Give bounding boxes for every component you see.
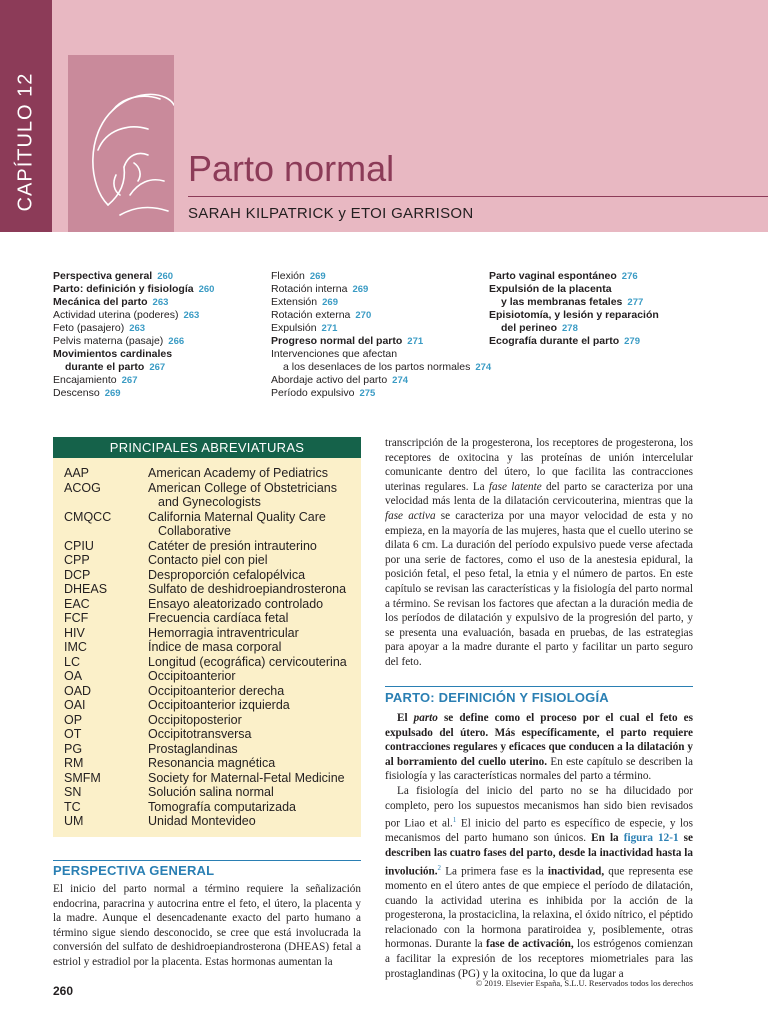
- abbreviation-definition: [148, 466, 354, 481]
- toc-item[interactable]: [53, 322, 214, 335]
- toc-item[interactable]: [489, 335, 659, 348]
- perspectiva-text: El inicio del parto normal a término requiere la señalización endocrina, paracrina y autocrina entre el feto, el útero, la placenta y la madre. Aunque el desencadenante exacto del parto humano a término sigue siendo desconocido, se cree que está involucrada la conversión del sulfato de deshidroepiandrosterona (DHEAS) fetal a estriol y estradiol por la placenta. Estas hormonas aumentan la: [53, 883, 361, 968]
- toc-item-label: Episiotomía, y lesión y reparación: [489, 309, 659, 321]
- phys-text-a: La fisiología del inicio del parto no se ha dilucidado por completo, pero los supuestos mecanismos han sido bien revisados por Liao et al.: [385, 784, 693, 830]
- copyright: © 2019. Elsevier España, S.L.U. Reservados todos los derechos: [475, 978, 693, 988]
- intro-em-1: fase latente: [488, 480, 542, 493]
- toc-item[interactable]: [271, 322, 491, 335]
- abbreviation-definition: [148, 539, 354, 554]
- abbreviation-definition-line: Desproporción cefalopélvica: [148, 567, 306, 582]
- abbreviation-definition: [148, 756, 354, 771]
- abbreviation-code: SMFM: [64, 770, 101, 785]
- toc-item-label: Actividad uterina (poderes): [53, 309, 179, 321]
- abbreviation-row: [64, 539, 354, 554]
- toc-item[interactable]: [271, 348, 491, 361]
- phys-text-e: los estrógenos comienzan a facilitar la expresión de los receptores miometriales para las prostaglandinas (PG) y la oxitocina, lo que da lugar a: [385, 938, 694, 980]
- abbreviations-list: [64, 466, 354, 829]
- chapter-label: CAPÍTULO 12: [14, 72, 37, 212]
- abbreviation-definition-line: American College of Obstetricians: [148, 480, 337, 495]
- abbreviation-definition-line: Contacto piel con piel: [148, 553, 268, 567]
- abbreviation-code: SN: [64, 785, 82, 799]
- toc-item-label: Movimientos cardinales: [53, 348, 173, 360]
- abbreviation-row: [64, 481, 354, 510]
- toc-item[interactable]: [271, 361, 491, 374]
- abbreviation-row: [64, 611, 354, 626]
- toc-item-label: Pelvis materna (pasaje): [53, 335, 164, 347]
- toc-item-label: Extensión: [271, 296, 318, 308]
- abbreviation-code: HIV: [64, 625, 85, 640]
- abbreviation-row: [64, 669, 354, 684]
- toc-item-page: 274: [392, 375, 409, 386]
- abbreviation-code: DHEAS: [64, 582, 108, 596]
- abbreviation-definition-line: Solución salina normal: [148, 785, 274, 799]
- abbreviation-row: [64, 684, 354, 699]
- page-number: 260: [53, 984, 74, 998]
- phys-bold-1: En la: [591, 832, 624, 845]
- chapter-spine: [0, 0, 52, 232]
- abbreviation-code: RM: [64, 756, 84, 770]
- abbreviation-definition: [148, 640, 354, 655]
- abbreviation-row: [64, 814, 354, 829]
- toc-item-label: Descenso: [53, 387, 100, 399]
- abbreviation-definition: [148, 582, 354, 597]
- toc-item-page: 267: [149, 362, 166, 373]
- authors: SARAH KILPATRICK y ETOI GARRISON: [188, 205, 474, 222]
- def-bold-a: El: [397, 712, 414, 724]
- abbreviation-definition: [148, 814, 354, 829]
- perspectiva-paragraph: [53, 882, 361, 970]
- abbreviation-row: [64, 742, 354, 757]
- toc-item-label: Ecografía durante el parto: [489, 335, 620, 347]
- toc-item-label: Encajamiento: [53, 374, 117, 386]
- right-column-intro: [385, 436, 693, 670]
- abbreviation-row: [64, 568, 354, 583]
- abbreviation-row: [64, 800, 354, 815]
- figure-12-1-link[interactable]: figura 12-1: [623, 832, 679, 845]
- abbreviation-definition-line: Occipitoanterior derecha: [148, 683, 285, 698]
- toc-item[interactable]: [271, 296, 491, 309]
- toc-item-page: 260: [198, 284, 215, 295]
- toc-item-label: Mecánica del parto: [53, 296, 148, 308]
- toc-item-page: 277: [627, 297, 644, 308]
- abbreviation-code: PG: [64, 741, 83, 756]
- section-heading-perspectiva: PERSPECTIVA GENERAL: [53, 863, 215, 878]
- abbreviation-code: EAC: [64, 596, 90, 611]
- abbreviation-definition-line: Resonancia magnética: [148, 756, 276, 770]
- abbreviation-row: [64, 510, 354, 539]
- toc-item[interactable]: [271, 270, 491, 283]
- toc-item-page: 274: [475, 362, 492, 373]
- toc-item-label: Rotación externa: [271, 309, 351, 321]
- toc-item[interactable]: [53, 270, 214, 283]
- abbreviation-definition: [148, 510, 354, 539]
- toc-item[interactable]: [53, 296, 214, 309]
- toc-item-label: Período expulsivo: [271, 387, 355, 399]
- toc-item-label: Feto (pasajero): [53, 322, 125, 334]
- toc-item-label: Parto: definición y fisiología: [53, 283, 194, 295]
- phys-bold-3: inactividad,: [547, 865, 605, 878]
- abbreviation-definition-line: Prostaglandinas: [148, 741, 238, 756]
- fetus-illustration-icon: [68, 55, 174, 232]
- abbreviation-row: [64, 553, 354, 568]
- abbreviation-definition: [148, 568, 354, 583]
- abbreviations-box: [53, 437, 361, 837]
- toc-item[interactable]: [53, 361, 214, 374]
- toc-item-label: Rotación interna: [271, 283, 348, 295]
- abbreviation-definition: [148, 597, 354, 612]
- toc-item[interactable]: [271, 374, 491, 387]
- toc-item-page: 275: [359, 388, 376, 399]
- toc-item-label: Parto vaginal espontáneo: [489, 270, 617, 282]
- def-em: parto: [413, 712, 438, 724]
- toc-item[interactable]: [53, 348, 214, 361]
- abbreviation-row: [64, 727, 354, 742]
- section-heading-parto: PARTO: DEFINICIÓN Y FISIOLOGÍA: [385, 690, 609, 705]
- toc-item-page: 279: [624, 336, 640, 347]
- toc-item-page: 269: [104, 388, 121, 399]
- abbreviation-definition: [148, 698, 354, 713]
- abbreviation-code: OAI: [64, 698, 86, 712]
- abbreviation-definition-line: Ensayo aleatorizado controlado: [148, 596, 324, 611]
- abbreviation-code: FCF: [64, 611, 89, 625]
- abbreviation-row: [64, 771, 354, 786]
- toc-item[interactable]: [53, 283, 214, 296]
- parto-definition-body: [385, 711, 693, 981]
- toc-item-page: 270: [355, 310, 372, 321]
- abbreviation-code: UM: [64, 814, 84, 828]
- toc-item[interactable]: [271, 309, 491, 322]
- toc-item[interactable]: [53, 309, 214, 322]
- def-rest: En este capítulo se describen la fisiología y las características normales del parto a término.: [385, 755, 693, 783]
- toc-item-page: 278: [562, 323, 578, 334]
- toc-column-1: [53, 270, 214, 400]
- abbreviation-definition: [148, 481, 354, 510]
- toc-item[interactable]: [489, 322, 659, 335]
- abbreviations-heading: PRINCIPALES ABREVIATURAS: [53, 437, 361, 458]
- abbreviation-definition-line: Occipitotransversa: [148, 727, 252, 741]
- intro-text-3: se caracteriza por una mayor velocidad de esta y no empieza, en la mayoría de las mujeres, hasta que el cuello uterino se dilata 6 cm. La duración del período expulsivo puede verse afectada por una serie de factores, como el uso de la anestesia epidural, la posición fetal, el peso fetal, la etnia y el número de partos. En este capítulo se revisan las características y la fisiología del parto normal a término. Se revisan los factores que afectan a la duración media de los períodos de dilatación y expulsivo de la progresión del parto, y se presenta una evaluación, basada en pruebas, de las estrategias para apoyar a la madre durante el parto y facilitar un parto seguro del feto.: [385, 509, 693, 668]
- abbreviation-row: [64, 698, 354, 713]
- toc-item[interactable]: [489, 309, 659, 322]
- abbreviation-definition: [148, 713, 354, 728]
- toc-item-page: 263: [129, 323, 146, 334]
- abbreviation-row: [64, 655, 354, 670]
- phys-text-d: que representa ese momento en el útero antes de que empiece el período de dilatación, cuando la actividad uterina es inhibida por la acción de la progesterona, la prostaciclina, la relaxina, el óxido nítrico, el péptido relacionado con la hormona paratiroidea y, posiblemente, otras hormonas. Durante la: [385, 865, 693, 951]
- abbreviation-code: OP: [64, 712, 83, 727]
- toc-item[interactable]: [271, 335, 491, 348]
- abbreviation-definition-line: Occipitoanterior: [148, 669, 236, 683]
- abbreviation-code: IMC: [64, 640, 87, 654]
- abbreviation-definition-line: Unidad Montevideo: [148, 814, 256, 828]
- abbreviation-definition-line: Catéter de presión intrauterino: [148, 538, 317, 553]
- toc-item-label: Expulsión de la placenta: [489, 283, 612, 295]
- abbreviation-code: ACOG: [64, 480, 101, 495]
- abbreviation-definition: [148, 684, 354, 699]
- abbreviation-definition-line: Collaborative: [158, 524, 231, 538]
- toc-item[interactable]: [53, 387, 214, 400]
- abbreviation-row: [64, 785, 354, 800]
- abbreviation-definition-line: Occipitoanterior izquierda: [148, 698, 290, 712]
- abbreviation-row: [64, 713, 354, 728]
- intro-text-2: del parto se caracteriza por una velocidad más lenta de la dilatación cervicouterina, mientras que la: [385, 480, 693, 508]
- abbreviation-row: [64, 626, 354, 641]
- toc-column-3: [489, 270, 659, 348]
- abbreviation-definition-line: Occipitoposterior: [148, 712, 242, 727]
- abbreviation-definition: [148, 785, 354, 800]
- toc-item[interactable]: [53, 374, 214, 387]
- page-title: Parto normal: [188, 148, 395, 189]
- toc-item-page: 263: [183, 310, 200, 321]
- toc-item-page: 269: [322, 297, 338, 308]
- section-rule-perspectiva: [53, 860, 361, 861]
- toc-item-label: Abordaje activo del parto: [271, 374, 388, 386]
- toc-item-label: Perspectiva general: [53, 270, 153, 282]
- toc-item-page: 269: [352, 284, 369, 295]
- abbreviation-row: [64, 466, 354, 481]
- citation-1[interactable]: 1: [452, 816, 457, 825]
- abbreviation-definition: [148, 800, 354, 815]
- abbreviation-definition: [148, 553, 354, 568]
- toc-item[interactable]: [271, 387, 491, 400]
- toc-item-page: 271: [407, 336, 424, 347]
- abbreviation-definition: [148, 771, 354, 786]
- abbreviation-code: OA: [64, 669, 83, 683]
- toc-item-page: 266: [168, 336, 185, 347]
- toc-item-label: Progreso normal del parto: [271, 335, 403, 347]
- abbreviation-definition: [148, 626, 354, 641]
- phys-bold-2: se describen las cuatro fases del parto, desde la inactividad hasta la involución.: [385, 832, 693, 878]
- toc-item-page: 269: [309, 271, 326, 282]
- section-rule-parto: [385, 686, 693, 687]
- abbreviation-code: AAP: [64, 466, 90, 480]
- def-bold-b: se define como el proceso por el cual el feto es expulsado del útero. Más específicamente, el parto requiere contracciones regulares y eficaces que conducen a la dilatación y al borramiento del cuello uterino.: [385, 712, 693, 768]
- toc-item-label: Expulsión: [271, 322, 317, 334]
- toc-item[interactable]: [489, 296, 659, 309]
- abbreviation-definition-line: Tomografía computarizada: [148, 799, 296, 814]
- toc-column-2: [271, 270, 491, 400]
- abbreviation-code: CPIU: [64, 538, 94, 553]
- toc-item[interactable]: [271, 283, 491, 296]
- abbreviation-definition-line: Hemorragia intraventricular: [148, 625, 299, 640]
- toc-item[interactable]: [489, 270, 659, 283]
- abbreviation-row: [64, 640, 354, 655]
- toc-item[interactable]: [53, 335, 214, 348]
- abbreviation-code: TC: [64, 799, 81, 814]
- abbreviation-definition: [148, 611, 354, 626]
- phys-bold-4: fase de activación,: [485, 938, 574, 951]
- toc-item[interactable]: [489, 283, 659, 296]
- abbreviation-row: [64, 597, 354, 612]
- phys-text-c: La primera fase es la: [441, 865, 548, 878]
- toc-item-page: 276: [621, 271, 638, 282]
- abbreviation-definition-line: Índice de masa corporal: [148, 640, 282, 654]
- abbreviation-definition-line: Society for Maternal-Fetal Medicine: [148, 770, 345, 785]
- toc-item-page: 260: [157, 271, 174, 282]
- abbreviation-code: CPP: [64, 553, 90, 567]
- abbreviation-definition-line: Sulfato de deshidroepiandrosterona: [148, 582, 347, 596]
- abbreviation-code: LC: [64, 654, 80, 669]
- intro-text-1: transcripción de la progesterona, los receptores de progesterona, los receptores de oxitocina y las proteínas de unión intercelular comunicante dentro del útero, lo que facilita las contracciones uterinas regulares. La: [385, 437, 693, 493]
- toc-item-label: a los desenlaces de los partos normales: [283, 361, 471, 373]
- title-rule: [188, 196, 768, 197]
- abbreviation-code: CMQCC: [64, 509, 112, 524]
- abbreviation-definition-line: and Gynecologists: [158, 495, 261, 509]
- phys-text-b: El inicio del parto es específico de especie, y los mecanismos del parto humano son únicos.: [385, 817, 693, 845]
- toc-item-label: Flexión: [271, 270, 305, 282]
- toc-item-label: del perineo: [501, 322, 558, 334]
- abbreviation-code: DCP: [64, 567, 91, 582]
- abbreviation-definition: [148, 655, 354, 670]
- abbreviation-definition: [148, 727, 354, 742]
- intro-em-2: fase activa: [385, 509, 436, 522]
- toc-item-page: 271: [321, 323, 338, 334]
- toc-item-label: durante el parto: [65, 361, 145, 373]
- citation-2[interactable]: 2: [437, 863, 442, 872]
- abbreviation-definition: [148, 742, 354, 757]
- abbreviation-code: OAD: [64, 683, 92, 698]
- abbreviation-code: OT: [64, 727, 82, 741]
- abbreviation-definition-line: Frecuencia cardíaca fetal: [148, 611, 289, 625]
- abbreviation-row: [64, 582, 354, 597]
- abbreviation-definition-line: Longitud (ecográfica) cervicouterina: [148, 654, 347, 669]
- toc-item-label: y las membranas fetales: [501, 296, 623, 308]
- abbreviation-row: [64, 756, 354, 771]
- abbreviation-definition-line: California Maternal Quality Care: [148, 509, 326, 524]
- toc-item-label: Intervenciones que afectan: [271, 348, 398, 360]
- abbreviation-definition: [148, 669, 354, 684]
- toc-item-page: 267: [121, 375, 138, 386]
- abbreviation-definition-line: American Academy of Pediatrics: [148, 466, 328, 480]
- toc-item-page: 263: [152, 297, 169, 308]
